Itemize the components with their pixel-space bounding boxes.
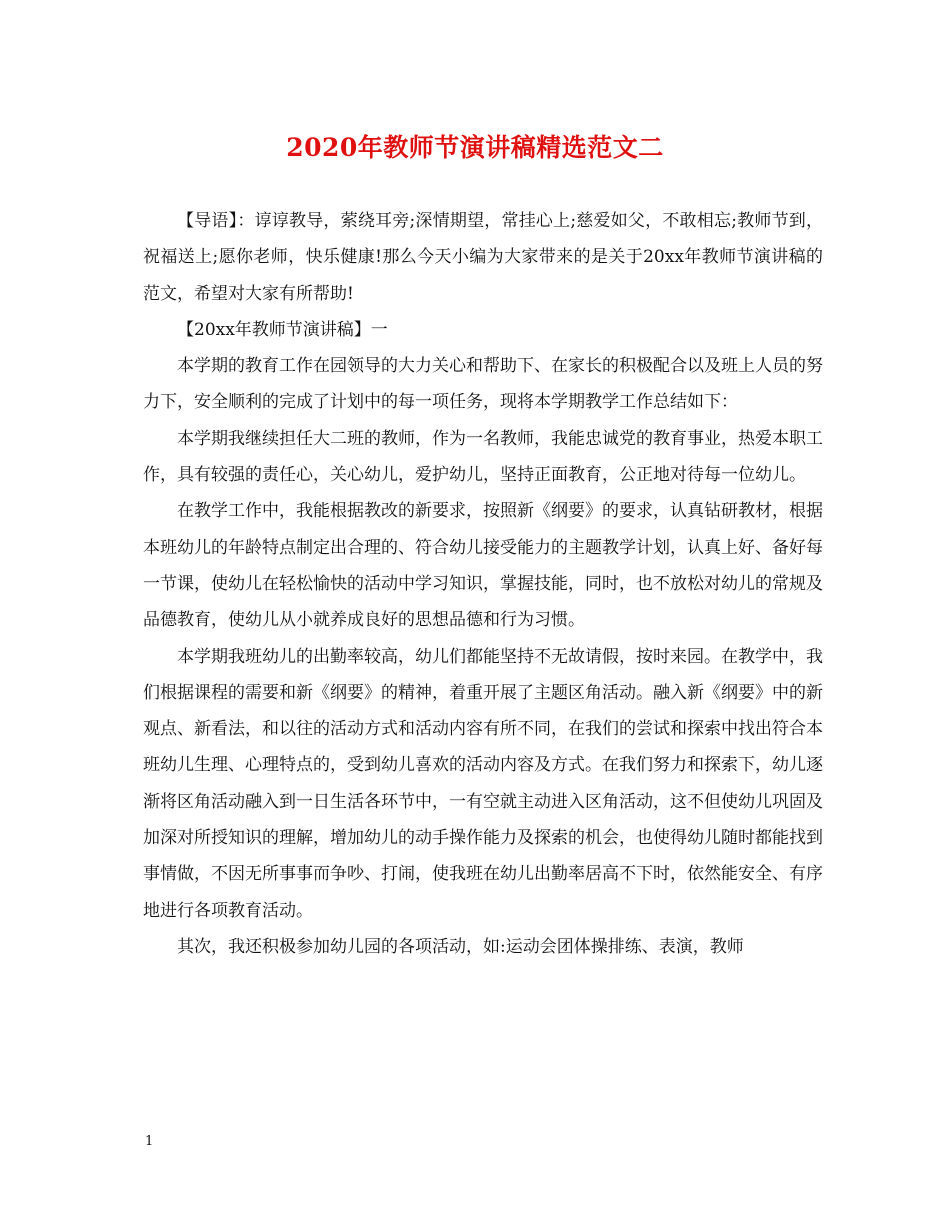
page-title: 2020年教师节演讲稿精选范文二 — [286, 133, 664, 162]
intro-paragraph: 【导语】：谆谆教导，萦绕耳旁;深情期望，常挂心上;慈爱如父，不敢相忘;教师节到，祝福送上;愿你老师，快乐健康!那么今天小编为大家带来的是关于20xx年教师节演讲稿的范文，希望对大家有所帮助! — [143, 211, 823, 304]
body-paragraph: 本学期的教育工作在园领导的大力关心和帮助下、在家长的积极配合以及班上人员的努力下，安全顺利的完成了计划中的每一项任务，现将本学期教学工作总结如下： — [143, 356, 823, 413]
section-heading: 【20xx年教师节演讲稿】一 — [177, 319, 388, 340]
body-paragraph: 其次，我还积极参加幼儿园的各项活动，如:运动会团体操排练、表演，教师 — [177, 936, 744, 957]
body-paragraph: 本学期我继续担任大二班的教师，作为一名教师，我能忠诚党的教育事业，热爱本职工作，具有较强的责任心，关心幼儿，爱护幼儿，坚持正面教育，公正地对待每一位幼儿。 — [143, 428, 823, 486]
document-body — [143, 203, 823, 965]
body-paragraph: 在教学工作中，我能根据教改的新要求，按照新《纲要》的要求，认真钻研教材，根据本班幼儿的年龄特点制定出合理的、符合幼儿接受能力的主题教学计划，认真上好、备好每一节课，使幼儿在轻松愉快的活动中学习知识，掌握技能，同时，也不放松对幼儿的常规及品德教育，使幼儿从小就养成良好的思想品德和行为习惯。 — [143, 501, 823, 631]
page-number: 1 — [145, 1134, 154, 1149]
body-paragraph: 本学期我班幼儿的出勤率较高，幼儿们都能坚持不无故请假，按时来园。在教学中，我们根据课程的需要和新《纲要》的精神，着重开展了主题区角活动。融入新《纲要》中的新观点、新看法，和以往的活动方式和活动内容有所不同，在我们的尝试和探索中找出符合本班幼儿生理、心理特点的，受到幼儿喜欢的活动内容及方式。在我们努力和探索下，幼儿逐渐将区角活动融入到一日生活各环节中，一有空就主动进入区角活动，这不但使幼儿巩固及加深对所授知识的理解，增加幼儿的动手操作能力及探索的机会，也使得幼儿随时都能找到事情做，不因无所事事而争吵、打闹，使我班在幼儿出勤率居高不下时，依然能安全、有序地进行各项教育活动。 — [143, 646, 823, 921]
